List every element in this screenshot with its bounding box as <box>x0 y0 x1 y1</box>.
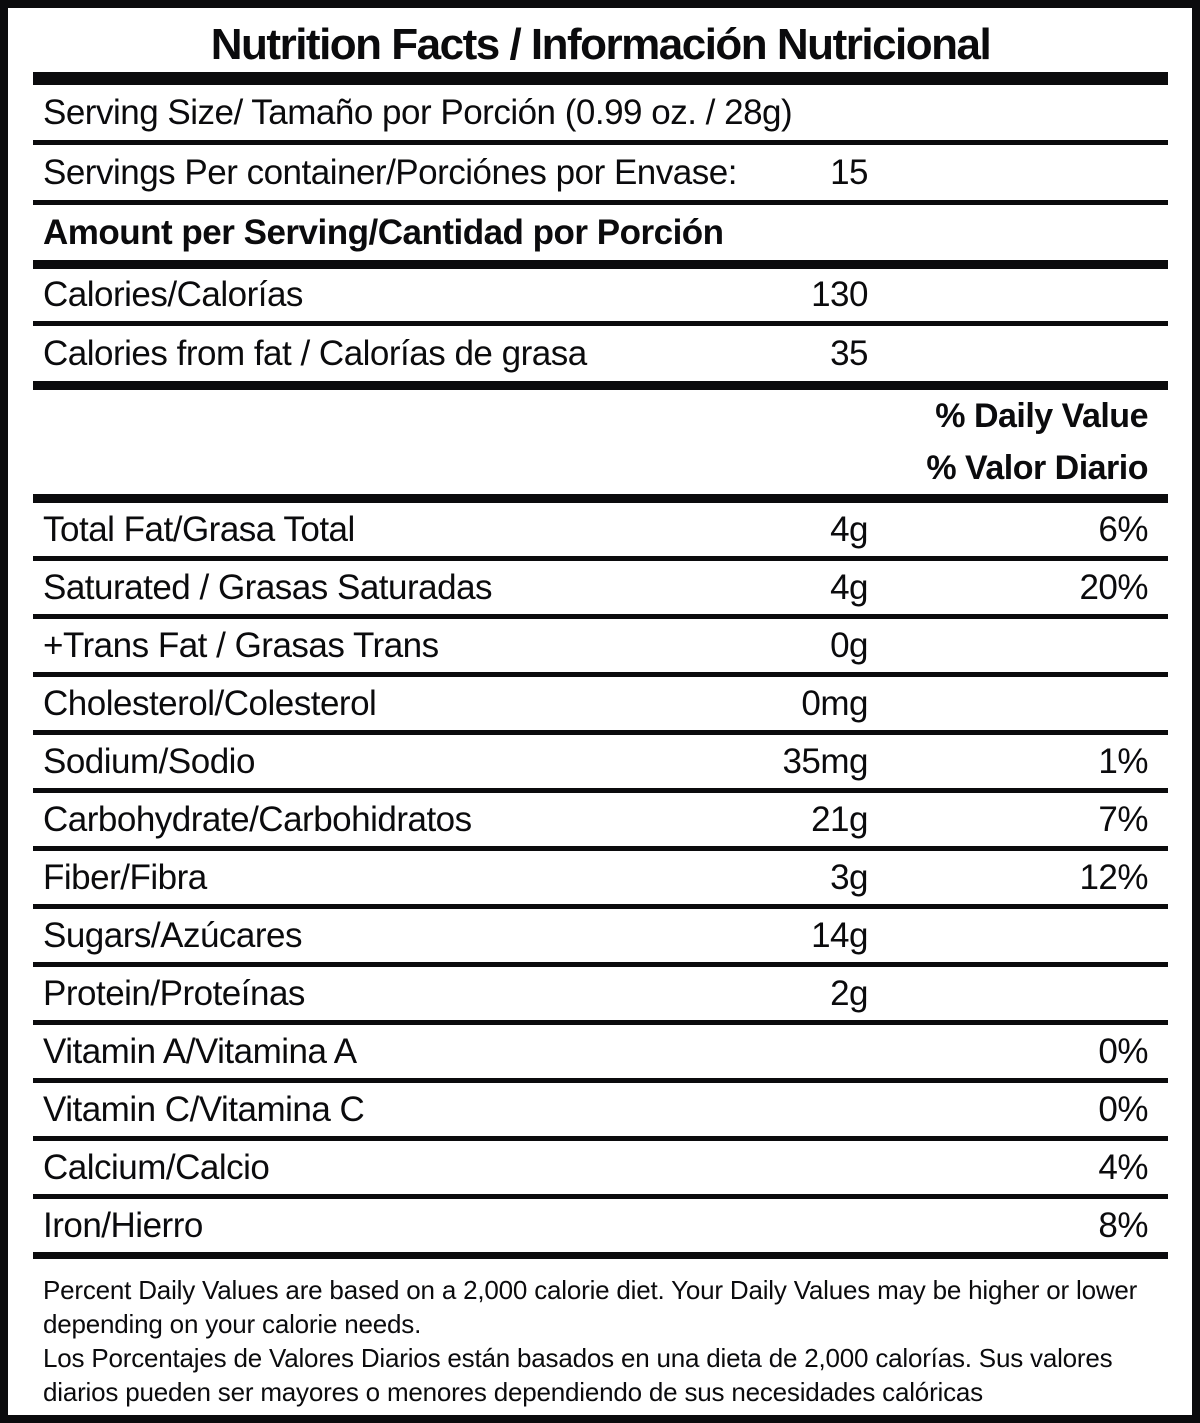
nutrient-amount: 3g <box>830 858 868 897</box>
nutrient-daily-value: 4% <box>1098 1148 1148 1187</box>
footnote-english: Percent Daily Values are based on a 2,000 calorie diet. Your Daily Values may be higher or lower depending on your calorie needs. <box>43 1275 1138 1339</box>
nutrient-amount: 2g <box>830 974 868 1013</box>
nutrient-amount: 0mg <box>801 684 868 723</box>
footnote <box>33 1273 1158 1409</box>
nutrient-row-cholesterol <box>33 677 1168 730</box>
amount-per-serving-row <box>33 205 1168 260</box>
nutrient-row-fiber <box>33 851 1168 904</box>
nutrient-label: Saturated / Grasas Saturadas <box>43 568 493 607</box>
calories-from-fat-value: 35 <box>830 334 868 373</box>
section-bar <box>33 381 1168 390</box>
calories-value: 130 <box>811 275 868 314</box>
nutrient-label: Sodium/Sodio <box>43 742 255 781</box>
amount-per-serving-label: Amount per Serving/Cantidad por Porción <box>43 213 724 252</box>
nutrient-daily-value: 1% <box>1098 742 1148 781</box>
nutrient-amount: 35mg <box>782 742 868 781</box>
nutrient-row-iron <box>33 1199 1168 1252</box>
daily-value-header-es: % Valor Diario <box>926 449 1148 487</box>
nutrient-label: Cholesterol/Colesterol <box>43 684 377 723</box>
nutrient-daily-value: 7% <box>1098 800 1148 839</box>
nutrient-label: Iron/Hierro <box>43 1206 203 1245</box>
servings-per-container-label: Servings Per container/Porciónes por Envase: <box>43 153 737 192</box>
nutrient-label: Sugars/Azúcares <box>43 916 303 955</box>
servings-per-container-value: 15 <box>830 153 868 192</box>
label-content <box>33 8 1168 1409</box>
nutrient-row-vitamin-a <box>33 1025 1168 1078</box>
nutrient-daily-value: 8% <box>1098 1206 1148 1245</box>
nutrient-row-sugars <box>33 909 1168 962</box>
nutrient-row-total-fat <box>33 503 1168 556</box>
section-bar <box>33 494 1168 503</box>
nutrient-amount: 14g <box>811 916 868 955</box>
calories-from-fat-label: Calories from fat / Calorías de grasa <box>43 334 587 373</box>
serving-size-label: Serving Size/ Tamaño por Porción (0.99 oz. / 28g) <box>43 93 793 132</box>
nutrient-label: Calcium/Calcio <box>43 1148 270 1187</box>
nutrient-row-sodium <box>33 735 1168 788</box>
nutrient-label: Vitamin C/Vitamina C <box>43 1090 365 1129</box>
nutrient-daily-value: 20% <box>1079 568 1148 607</box>
nutrient-daily-value: 12% <box>1079 858 1148 897</box>
calories-label: Calories/Calorías <box>43 275 303 314</box>
daily-value-header-en: % Daily Value <box>935 397 1148 435</box>
nutrient-daily-value: 0% <box>1098 1090 1148 1129</box>
nutrient-row-vitamin-c <box>33 1083 1168 1136</box>
nutrient-amount: 0g <box>830 626 868 665</box>
nutrient-daily-value: 6% <box>1098 510 1148 549</box>
footnote-divider <box>33 1252 1168 1259</box>
nutrient-label: Total Fat/Grasa Total <box>43 510 355 549</box>
nutrient-label: Carbohydrate/Carbohidratos <box>43 800 472 839</box>
nutrient-amount: 4g <box>830 510 868 549</box>
nutrient-row-trans-fat <box>33 619 1168 672</box>
nutrient-daily-value: 0% <box>1098 1032 1148 1071</box>
nutrient-label: +Trans Fat / Grasas Trans <box>43 626 439 665</box>
nutrient-row-calcium <box>33 1141 1168 1194</box>
nutrient-label: Fiber/Fibra <box>43 858 207 897</box>
label-title: Nutrition Facts / Información Nutricional <box>210 20 991 69</box>
title-divider-bar <box>33 72 1168 85</box>
nutrient-label: Protein/Proteínas <box>43 974 305 1013</box>
serving-size-row <box>33 85 1168 140</box>
nutrient-row-saturated-fat <box>33 561 1168 614</box>
nutrient-amount: 21g <box>811 800 868 839</box>
nutrient-amount: 4g <box>830 568 868 607</box>
servings-per-container-row <box>33 145 1168 200</box>
footnote-spanish: Los Porcentajes de Valores Diarios están basados en una dieta de 2,000 calorías. Sus valores diarios pueden ser mayores o menores dependiendo de sus necesidades calóricas <box>43 1343 1113 1407</box>
calories-from-fat-row <box>33 326 1168 381</box>
section-bar <box>33 260 1168 269</box>
calories-row <box>33 269 1168 321</box>
nutrient-label: Vitamin A/Vitamina A <box>43 1032 357 1071</box>
nutrient-row-protein <box>33 967 1168 1020</box>
nutrient-row-carbohydrate <box>33 793 1168 846</box>
